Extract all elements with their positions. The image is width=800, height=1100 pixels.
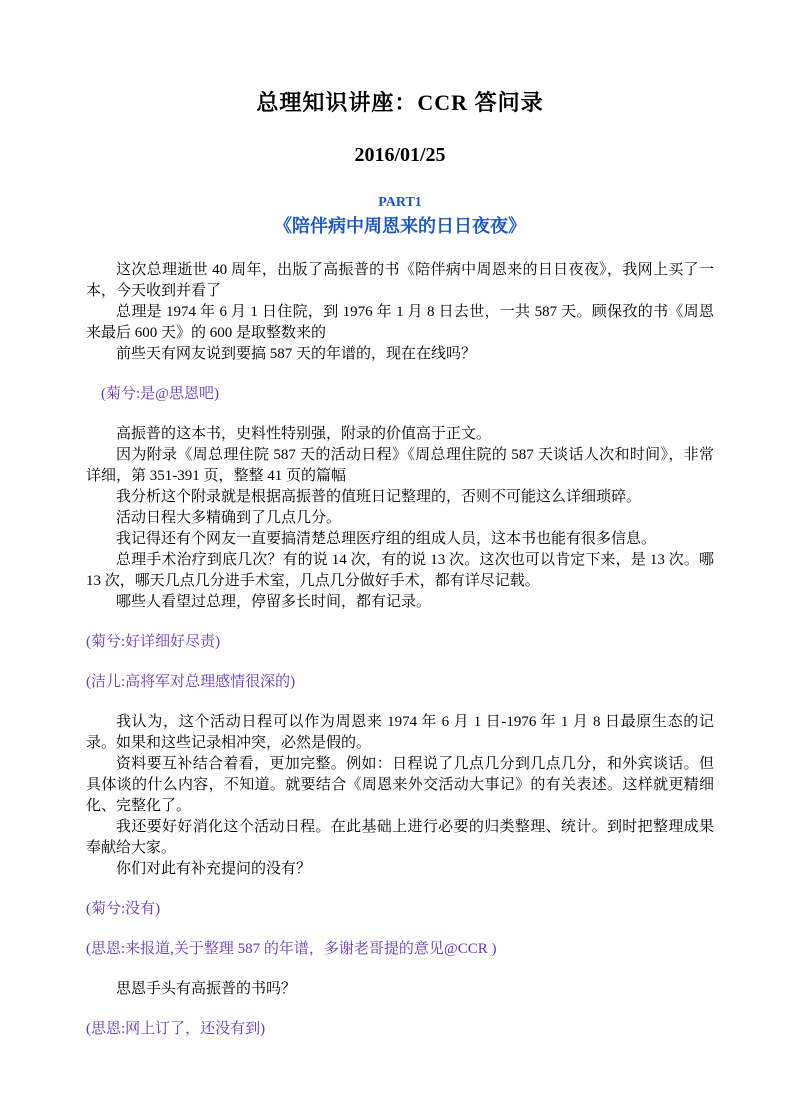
dialogue-line: (洁儿:高将军对总理感情很深的) xyxy=(86,674,296,690)
paragraph: 思恩手头有高振普的书吗？ xyxy=(116,981,297,997)
dialogue-line: (菊兮:没有) xyxy=(86,901,161,917)
dialogue-line: (菊兮:好详细好尽责) xyxy=(86,634,221,650)
part-label: PART1 xyxy=(378,195,422,210)
paragraph: 我分析这个附录就是根据高振普的值班日记整理的，否则不可能这么详细琐碎。 xyxy=(116,489,642,505)
paragraph: 高振普的这本书，史料性特别强，附录的价值高于正文。 xyxy=(116,426,492,442)
paragraph: 我认为，这个活动日程可以作为周恩来 1974 年 6 月 1 日-1976 年 1 月 8 日最原生态的记录。如果和这些记录相冲突，必然是假的。 xyxy=(86,714,714,751)
paragraph: 我还要好好消化这个活动日程。在此基础上进行必要的归类整理、统计。到时把整理成果奉献给大家。 xyxy=(86,819,714,856)
content-blocks xyxy=(86,260,714,1040)
paragraph: 活动日程大多精确到了几点几分。 xyxy=(116,510,342,526)
paragraph: 因为附录《周总理住院 587 天的活动日程》《周总理住院的 587 天谈话人次和时间》，非常详细，第 351-391 页，整整 41 页的篇幅 xyxy=(86,447,714,484)
paragraph: 总理手术治疗到底几次？有的说 14 次，有的说 13 次。这次也可以肯定下来，是 13 次。哪 13 次，哪天几点几分进手术室，几点几分做好手术，都有详尽记载。 xyxy=(86,552,714,589)
paragraph: 这次总理逝世 40 周年，出版了高振普的书《陪伴病中周恩来的日日夜夜》，我网上买了一本，今天收到并看了 xyxy=(86,262,714,299)
paragraph: 前些天有网友说到要搞 587 天的年谱的，现在在线吗？ xyxy=(116,346,477,362)
section-title: 《陪伴病中周恩来的日日夜夜》 xyxy=(274,216,526,236)
dialogue-line: (思恩:来报道,关于整理 587 的年谱，多谢老哥提的意见@CCR ) xyxy=(86,941,497,957)
paragraph: 资料要互补结合着看，更加完整。例如：日程说了几点几分到几点几分，和外宾谈话。但具体谈的什么内容，不知道。就要结合《周恩来外交活动大事记》的有关表述。这样就更精细化、完整化了。 xyxy=(86,756,714,814)
page-title: 总理知识讲座：CCR 答问录 xyxy=(256,90,544,115)
paragraph: 我记得还有个网友一直要搞清楚总理医疗组的组成人员，这本书也能有很多信息。 xyxy=(116,531,657,547)
paragraph: 你们对此有补充提问的没有？ xyxy=(116,861,312,877)
paragraph: 总理是 1974 年 6 月 1 日住院，到 1976 年 1 月 8 日去世，一共 587 天。顾保孜的书《周恩来最后 600 天》的 600 是取整数来的 xyxy=(86,304,714,341)
doc-date: 2016/01/25 xyxy=(354,144,446,166)
dialogue-line: (思恩:网上订了，还没有到) xyxy=(86,1021,266,1037)
paragraph: 哪些人看望过总理，停留多长时间，都有记录。 xyxy=(116,594,432,610)
dialogue-line: (菊兮:是@思恩吧) xyxy=(101,386,219,402)
